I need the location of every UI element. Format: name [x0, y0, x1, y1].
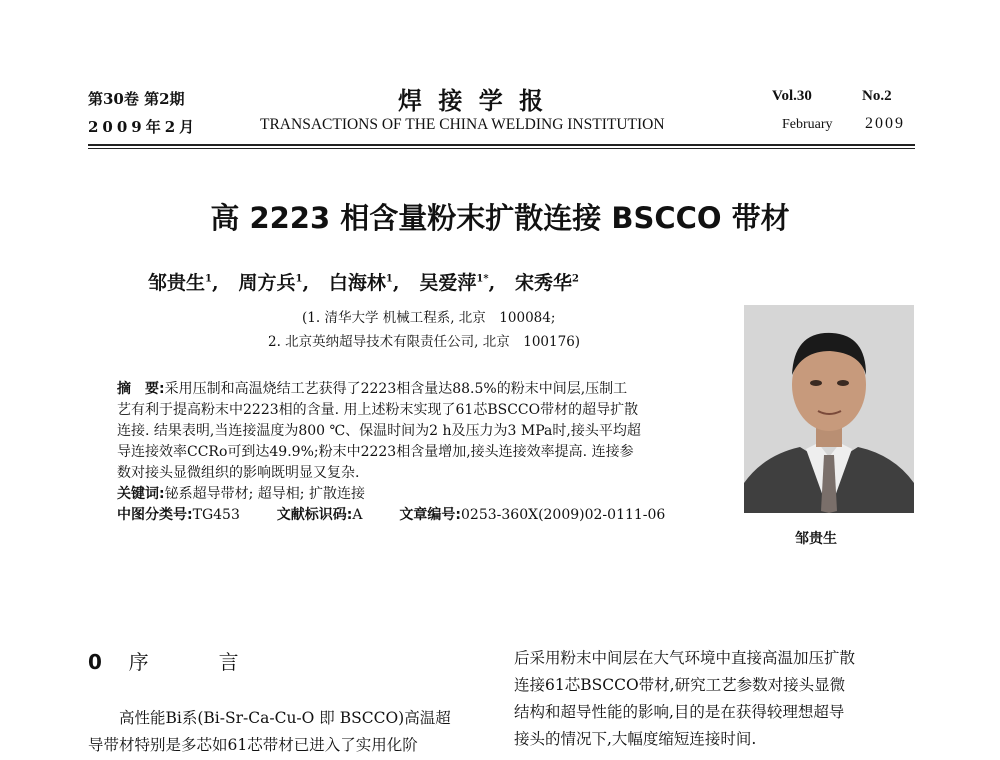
left-column	[88, 705, 451, 759]
author-mark: 1	[385, 273, 393, 285]
body-line: 后采用粉末中间层在大气环境中直接高温加压扩散	[514, 649, 856, 667]
doc-code-value: A	[352, 507, 363, 523]
author-name: 吴爱萍	[419, 272, 477, 294]
photo-caption: 邹贵生	[795, 531, 837, 547]
right-column	[514, 645, 855, 753]
clc-value: TG453	[192, 507, 240, 523]
keywords-text: 铋系超导带材; 超导相; 扩散连接	[164, 486, 365, 502]
date-cn: 2009年2月	[88, 118, 199, 136]
year-en: 2009	[865, 115, 905, 132]
section-heading	[88, 646, 249, 675]
body-line: 接头的情况下,大幅度缩短连接时间.	[514, 730, 757, 748]
paper-title: 高 2223 相含量粉末扩散连接 BSCCO 带材	[210, 201, 790, 235]
author-name: 宋秀华	[515, 272, 573, 294]
author-photo	[744, 305, 914, 513]
abstract-line: 艺有利于提高粉末中2223相的含量. 用上述粉末实现了61芯BSCCO带材的超导扩散	[117, 402, 639, 418]
author-name: 邹贵生	[148, 272, 206, 294]
volume-issue-cn: 第30卷 第2期	[88, 90, 185, 108]
abstract-line: 导连接效率CCRo可到达49.9%;粉末中2223相含量增加,接头连接效率提高. 连接参	[117, 444, 634, 460]
author-mark: 1	[295, 273, 303, 285]
affiliation-1: (1. 清华大学 机械工程系, 北京 100084;	[302, 310, 556, 326]
header-rule-top	[88, 144, 915, 146]
abstract-label: 摘 要:	[117, 381, 165, 397]
abstract-line: 数对接头显微组织的影响既明显又复杂.	[117, 465, 360, 481]
clc-label: 中图分类号:	[117, 507, 193, 523]
author-list: 邹贵生$^1$, 周方兵$^1$, 白海林$^1$, 吴爱萍$^{1*}$, 宋秀华$^2$	[148, 272, 580, 294]
author-name: 白海林	[328, 272, 386, 294]
article-number-label: 文章编号:	[399, 507, 462, 523]
body-line: 导带材特别是多芯如61芯带材已进入了实用化阶	[88, 736, 418, 754]
abstract-line: 连接. 结果表明,当连接温度为800 ℃、保温时间为2 h及压力为3 MPa时,接头平均超	[117, 423, 641, 439]
issue-en: No.2	[862, 88, 892, 104]
header-rule-bottom	[88, 148, 915, 149]
body-line: 连接61芯BSCCO带材,研究工艺参数对接头显微	[514, 676, 846, 694]
classification-line	[117, 505, 665, 526]
abstract-line: 采用压制和高温烧结工艺获得了2223相含量达88.5%的粉末中间层,压制工	[164, 381, 628, 397]
journal-title-en: TRANSACTIONS OF THE CHINA WELDING INSTITUTION	[260, 116, 665, 133]
author-mark: 1*	[476, 273, 489, 285]
journal-title-cn: 焊 接 学 报	[398, 86, 548, 115]
author-name: 周方兵	[238, 272, 296, 294]
body-line: 高性能Bi系(Bi-Sr-Ca-Cu-O 即 BSCCO)高温超	[119, 709, 451, 727]
section-number: 0	[88, 650, 102, 674]
section-title: 序 言	[128, 650, 249, 674]
author-mark: 2	[572, 273, 580, 285]
doc-code-label: 文献标识码:	[276, 507, 353, 523]
article-number-value: 0253-360X(2009)02-0111-06	[461, 507, 666, 523]
affiliation-2: 2. 北京英纳超导技术有限责任公司, 北京 100176)	[268, 334, 581, 350]
keywords-label: 关键词:	[117, 486, 165, 502]
keywords	[117, 484, 665, 505]
month-en: February	[782, 117, 833, 132]
body-line: 结构和超导性能的影响,目的是在获得较理想超导	[514, 703, 845, 721]
abstract	[117, 379, 665, 526]
author-mark: 1	[205, 273, 212, 285]
volume-en: Vol.30	[772, 88, 812, 104]
